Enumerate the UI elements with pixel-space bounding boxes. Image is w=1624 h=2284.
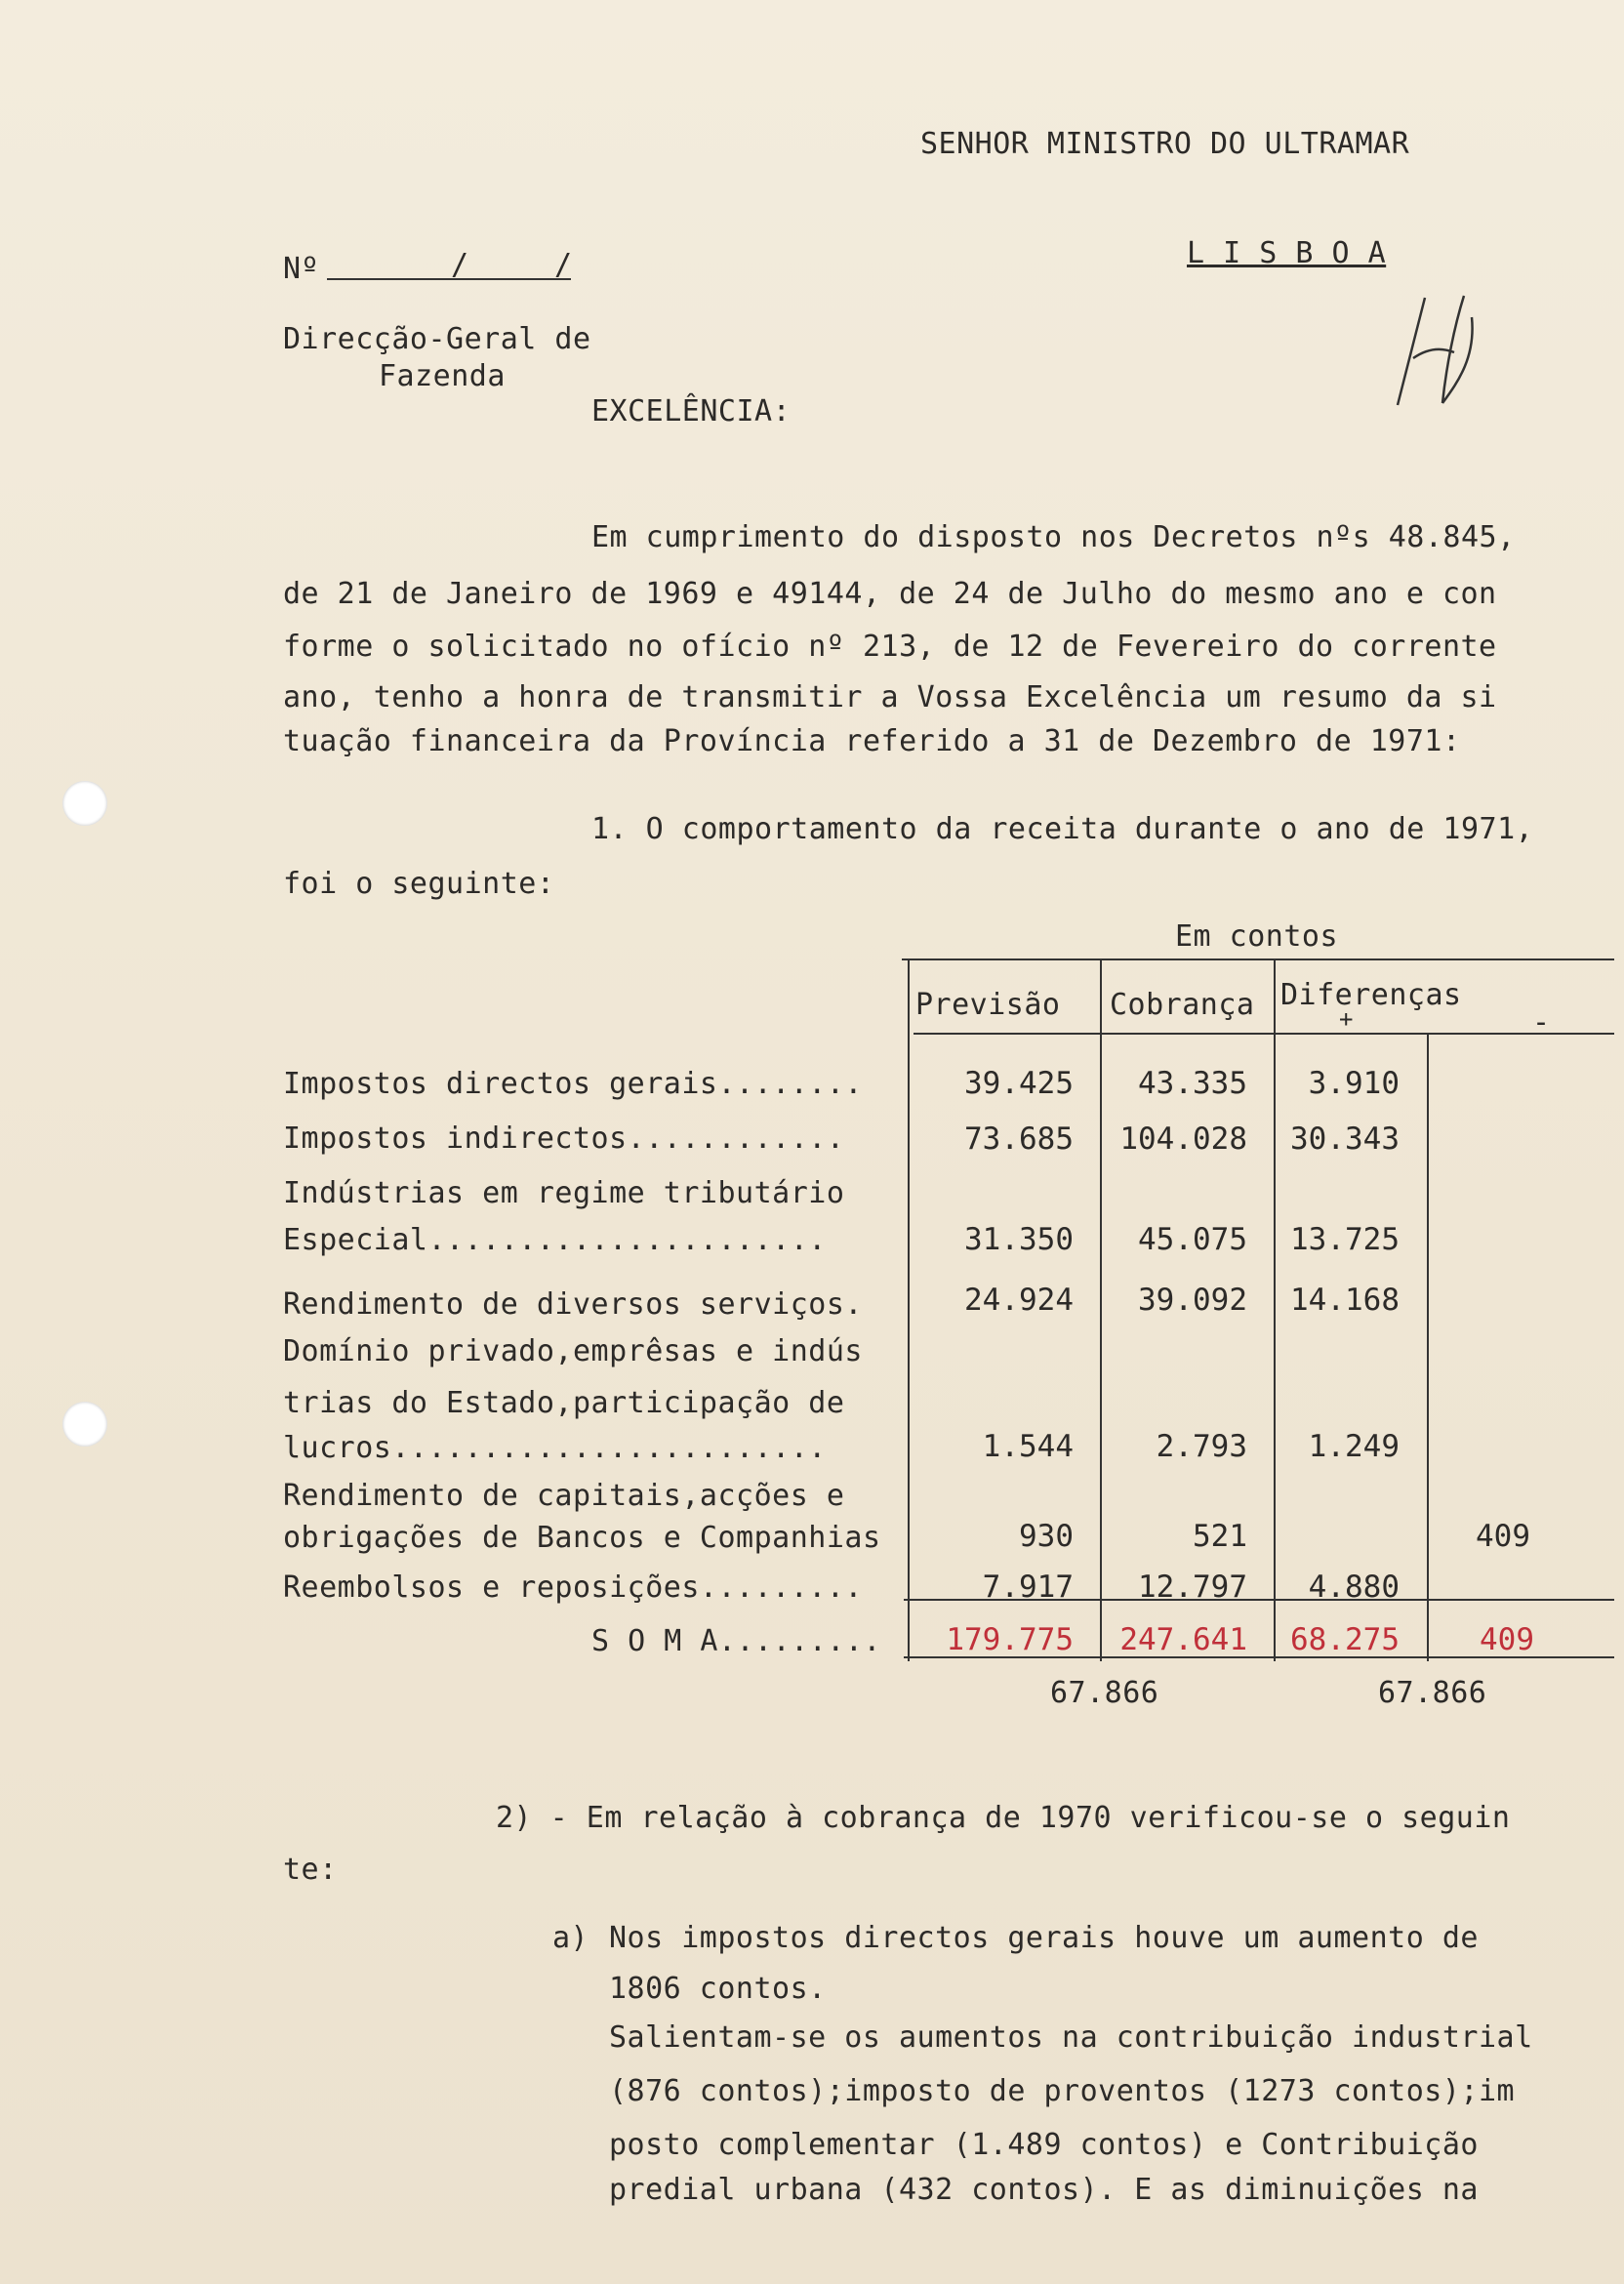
row-2-label: Impostos indirectos............	[283, 1122, 845, 1156]
table-unit: Em contos	[1175, 919, 1339, 954]
row-7-cobranca: 12.797	[1138, 1570, 1247, 1605]
row-3-previsao: 31.350	[964, 1222, 1074, 1257]
intro-line-5: tuação financeira da Província referido a 31 de Dezembro de 1971:	[283, 724, 1461, 758]
section-2a-marker: a)	[552, 1921, 589, 1955]
section-1-line-1: 1. O comportamento da receita durante o ano de 1971,	[591, 812, 1534, 846]
row-3-label-1: Indústrias em regime tributário	[283, 1176, 845, 1210]
section-2a-line-3: Salientam-se os aumentos na contribuição industrial	[609, 2020, 1533, 2055]
intro-line-4: ano, tenho a honra de transmitir a Vossa Excelência um resumo da si	[283, 680, 1497, 714]
section-2a-line-1: Nos impostos directos gerais houve um aumento de	[609, 1921, 1479, 1955]
row-6-cobranca: 521	[1193, 1519, 1247, 1554]
row-1-previsao: 39.425	[964, 1066, 1074, 1101]
table-top-rule	[902, 958, 1614, 960]
section-2a-line-2: 1806 contos.	[609, 1972, 827, 2006]
salutation: EXCELÊNCIA:	[591, 394, 792, 428]
row-3-cobranca: 45.075	[1138, 1222, 1247, 1257]
punch-hole-top	[62, 781, 107, 826]
table-col-rule-3	[1427, 1033, 1429, 1661]
section-2a-line-4: (876 contos);imposto de proventos (1273 contos);im	[609, 2074, 1516, 2108]
row-5-label-1: Domínio privado,emprêsas e indús	[283, 1334, 863, 1368]
section-2-line-2: te:	[283, 1853, 338, 1887]
row-5-previsao: 1.544	[982, 1429, 1074, 1464]
row-6-minus: 409	[1476, 1519, 1530, 1554]
total-label: S O M A.........	[591, 1624, 881, 1658]
row-2-previsao: 73.685	[964, 1122, 1074, 1157]
row-5-cobranca: 2.793	[1156, 1429, 1247, 1464]
number-slash-1: /	[451, 248, 469, 282]
section-1-line-2: foi o seguinte:	[283, 867, 555, 901]
intro-line-1: Em cumprimento do disposto nos Decretos nºs 48.845,	[591, 520, 1516, 554]
addressee: SENHOR MINISTRO DO ULTRAMAR	[920, 127, 1410, 161]
department-line-1: Direcção-Geral de	[283, 322, 591, 356]
row-6-previsao: 930	[1019, 1519, 1074, 1554]
section-2-line-1: 2) - Em relação à cobrança de 1970 verificou-se o seguin	[496, 1801, 1511, 1835]
row-4-label: Rendimento de diversos serviços.	[283, 1287, 863, 1322]
city: L I S B O A	[1187, 236, 1387, 270]
row-3-plus: 13.725	[1290, 1222, 1400, 1257]
row-7-previsao: 7.917	[982, 1570, 1074, 1605]
row-1-label: Impostos directos gerais........	[283, 1067, 863, 1101]
table-header-rule	[914, 1033, 1614, 1035]
header-previsao: Previsão	[915, 988, 1061, 1022]
total-minus: 409	[1480, 1622, 1534, 1657]
header-cobranca: Cobrança	[1110, 988, 1255, 1022]
punch-hole-bottom	[62, 1402, 107, 1447]
total-plus: 68.275	[1290, 1622, 1400, 1657]
row-2-plus: 30.343	[1290, 1122, 1400, 1157]
row-4-plus: 14.168	[1290, 1283, 1400, 1318]
intro-line-2: de 21 de Janeiro de 1969 e 49144, de 24 de Julho do mesmo ano e con	[283, 577, 1497, 611]
row-4-cobranca: 39.092	[1138, 1283, 1247, 1318]
row-1-plus: 3.910	[1308, 1066, 1400, 1101]
handwritten-initials	[1386, 288, 1483, 415]
row-5-plus: 1.249	[1308, 1429, 1400, 1464]
net-difference-right: 67.866	[1378, 1676, 1487, 1710]
row-5-label-3: lucros........................	[283, 1431, 827, 1465]
row-3-label-2: Especial......................	[283, 1223, 827, 1257]
row-6-label-1: Rendimento de capitais,acções e	[283, 1479, 845, 1513]
header-diferencas: Diferenças	[1280, 978, 1462, 1012]
section-2a-line-6: predial urbana (432 contos). E as diminuições na	[609, 2173, 1479, 2207]
intro-line-3: forme o solicitado no ofício nº 213, de 12 de Fevereiro do corrente	[283, 630, 1497, 664]
row-7-label: Reembolsos e reposições.........	[283, 1570, 863, 1605]
row-1-cobranca: 43.335	[1138, 1066, 1247, 1101]
section-2a-line-5: posto complementar (1.489 contos) e Contribuição	[609, 2128, 1479, 2162]
net-difference-left: 67.866	[1050, 1676, 1159, 1710]
header-plus: +	[1339, 1005, 1354, 1033]
row-2-cobranca: 104.028	[1119, 1122, 1247, 1157]
number-blank-line	[327, 278, 571, 280]
row-6-label-2: obrigações de Bancos e Companhias	[283, 1521, 881, 1555]
department-line-2: Fazenda	[379, 359, 506, 393]
header-minus: -	[1532, 1005, 1551, 1040]
total-cobranca: 247.641	[1119, 1622, 1247, 1657]
number-label: Nº	[283, 252, 320, 286]
row-4-previsao: 24.924	[964, 1283, 1074, 1318]
total-previsao: 179.775	[946, 1622, 1074, 1657]
row-5-label-2: trias do Estado,participação de	[283, 1386, 845, 1420]
number-slash-2: /	[554, 248, 573, 282]
row-7-plus: 4.880	[1308, 1570, 1400, 1605]
